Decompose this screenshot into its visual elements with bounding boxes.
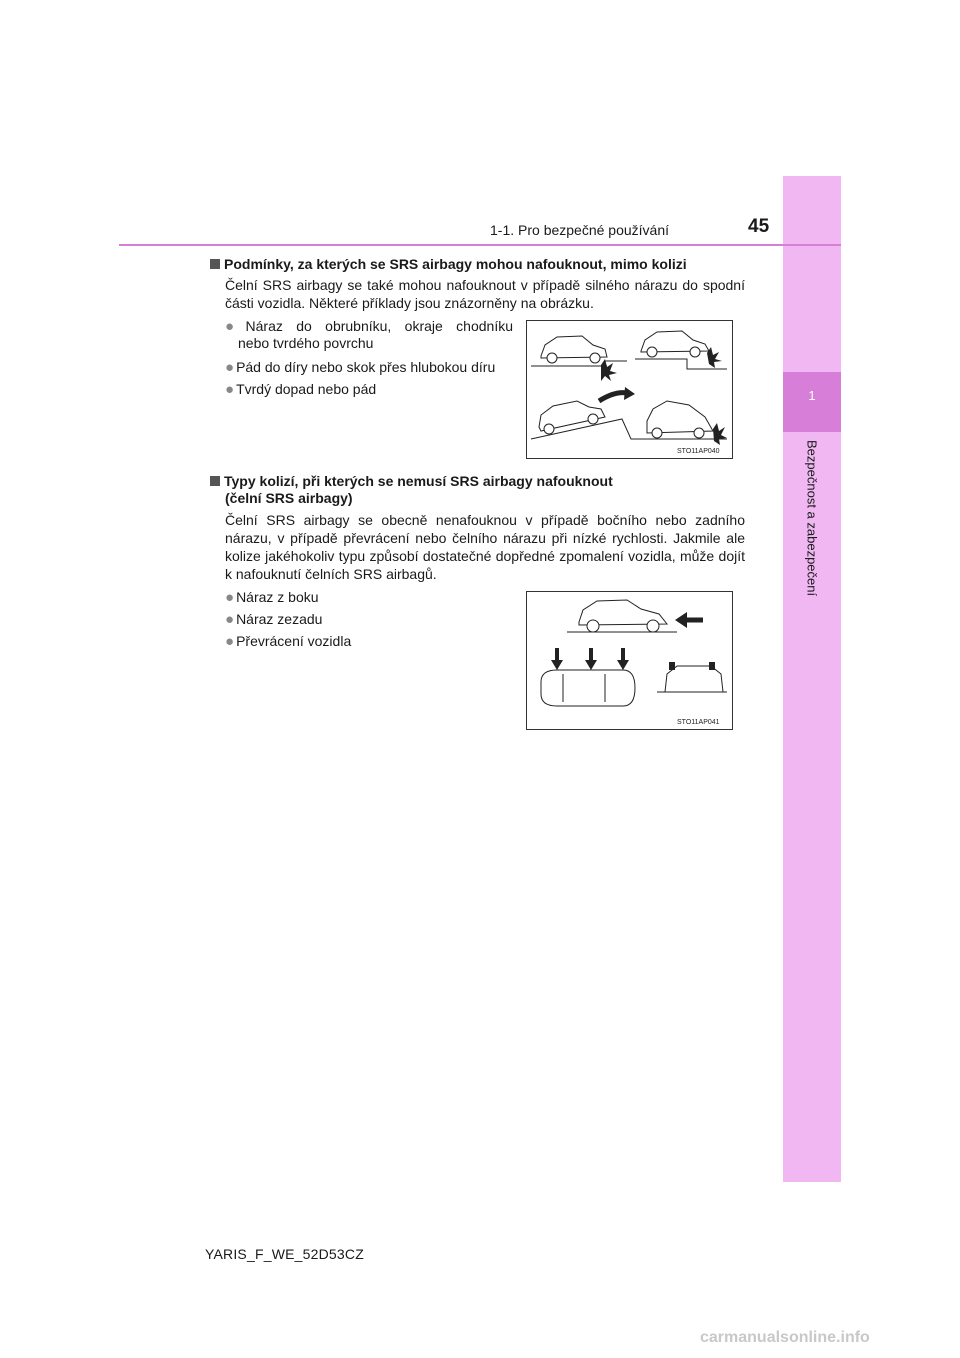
section-title: 1-1. Pro bezpečné používání bbox=[490, 222, 670, 238]
section2-heading-continued: (čelní SRS airbagy) bbox=[225, 490, 353, 506]
section1-heading: Podmínky, za kterých se SRS airbagy mohou nafouknout, mimo kolizi bbox=[210, 256, 687, 273]
chapter-side-tab bbox=[783, 176, 841, 1182]
figure-code: STO11AP041 bbox=[677, 719, 720, 726]
bullet-icon: ● bbox=[225, 381, 235, 398]
square-bullet-icon bbox=[210, 476, 220, 486]
section2-bullet: ● Náraz z boku bbox=[225, 589, 319, 606]
document-code: YARIS_F_WE_52D53CZ bbox=[205, 1246, 364, 1262]
bullet-icon: ● bbox=[225, 359, 235, 376]
figure-code: STO11AP040 bbox=[677, 448, 720, 455]
bullet-icon: ● bbox=[225, 318, 244, 335]
square-bullet-icon bbox=[210, 259, 220, 269]
page-number: 45 bbox=[748, 216, 770, 237]
section1-bullet: ● Náraz do obrubníku, okraje chodníku bbox=[225, 318, 513, 335]
section2-paragraph: Čelní SRS airbagy se obecně nenafouknou v případě bočního nebo zadního nárazu, v případě převrácení nebo čelního nárazu při nízké rychlosti. Jakmile ale kolize jakéhokoliv typu způsobí dostatečné dopředné zpomalení vozidla, může dojít k nafouknutí čelních SRS airbagů. bbox=[225, 512, 745, 582]
section1-bullet: ● Tvrdý dopad nebo pád bbox=[225, 381, 377, 398]
section1-bullet-continued: nebo tvrdého povrchu bbox=[238, 335, 374, 351]
cars-illustration bbox=[527, 321, 732, 458]
section1-paragraph: Čelní SRS airbagy se také mohou nafouknout v případě silného nárazu do spodní části vozidla. Některé příklady jsou znázorněny na obrázku. bbox=[225, 277, 745, 311]
cars-illustration bbox=[527, 592, 732, 729]
section2-heading: Typy kolizí, při kterých se nemusí SRS airbagy nafouknout bbox=[210, 473, 613, 490]
section2-bullet: ● Náraz zezadu bbox=[225, 611, 323, 628]
bullet-icon: ● bbox=[225, 589, 235, 606]
chapter-label: Bezpečnost a zabezpečení bbox=[804, 440, 820, 597]
header-divider bbox=[119, 244, 841, 246]
bullet-icon: ● bbox=[225, 611, 235, 628]
chapter-number: 1 bbox=[808, 388, 816, 403]
figure-non-deployment-collisions bbox=[526, 591, 733, 730]
section1-bullet: ● Pád do díry nebo skok přes hlubokou díru bbox=[225, 359, 496, 376]
section2-bullet: ● Převrácení vozidla bbox=[225, 633, 352, 650]
watermark: carmanualsonline.info bbox=[700, 1329, 870, 1346]
figure-offroad-impacts bbox=[526, 320, 733, 459]
bullet-icon: ● bbox=[225, 633, 235, 650]
